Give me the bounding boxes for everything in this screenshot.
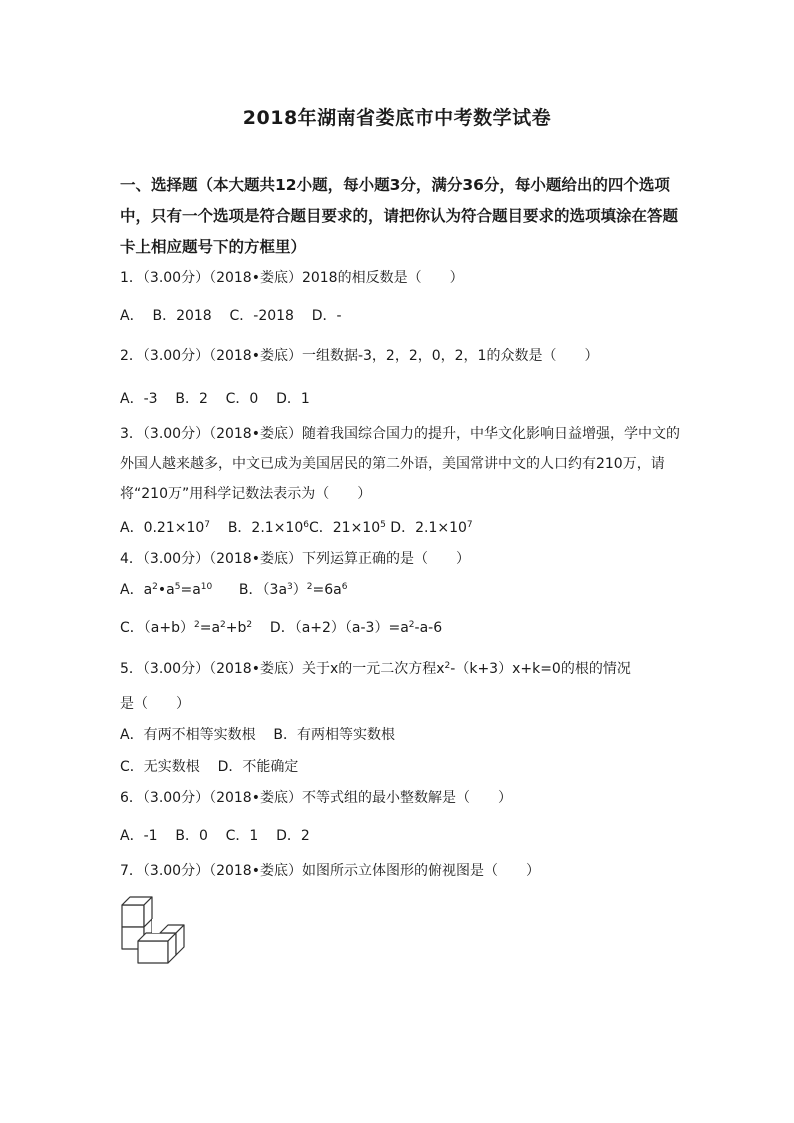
- question-6-options: A．-1 B．0 C．1 D．2: [120, 828, 310, 844]
- question-6-stem: 6．（3.00分）（2018•娄底）不等式组的最小整数解是（ ）: [120, 790, 512, 806]
- page-title: 2018年湖南省娄底市中考数学试卷: [242, 107, 552, 129]
- question-1-options: A． B．2018 C．-2018 D．-: [120, 308, 342, 324]
- question-5-stem: 5．（3.00分）（2018•娄底）关于x的一元二次方程$x^2-(k+3)x+k=0$的根的情况: [120, 661, 631, 677]
- question-5-options-cd: C．无实数根 D．不能确定: [120, 759, 299, 775]
- cube-stack-figure: [118, 893, 188, 967]
- question-3-options: A．$0.21\times 10^7$ B．$2.1\times 10^6C$．$21\times 10^5$ D．$2.1\times 10^7$: [120, 520, 473, 536]
- question-4-options-ab: A．$a^2•a^5=a^{10}$ B．$(3a^3)^2=6a^6$: [120, 582, 348, 598]
- question-2-stem: 2．（3.00分）（2018•娄底）一组数据-3，2，2，0，2，1的众数是（ ）: [120, 348, 599, 364]
- question-5-stem-cont: 是（ ）: [120, 696, 190, 712]
- question-7-stem: 7．（3.00分）（2018•娄底）如图所示立体图形的俯视图是（ ）: [120, 863, 540, 879]
- cube-front-front-face: [138, 941, 168, 963]
- question-3-stem: 3．（3.00分）（2018•娄底）随着我国综合国力的提升，中华文化影响日益增强，学中文的外国人越来越多，中文已成为美国居民的第二外语，美国常讲中文的人口约有210万，请将“210万”用科学记数法表示为（ ）: [120, 426, 680, 502]
- question-4-stem: 4．（3.00分）（2018•娄底）下列运算正确的是（ ）: [120, 551, 470, 567]
- question-2-options: A．-3 B．2 C．0 D．1: [120, 391, 310, 407]
- question-4-options-cd: C．$(a+b)^2=a^2+b^2$ D．$(a+2)(a-3)=a^2-a-6$: [120, 620, 443, 636]
- section-heading: 一、选择题（本大题共12小题，每小题3分，满分36分，每小题给出的四个选项中，只有一个选项是符合题目要求的，请把你认为符合题目要求的选项填涂在答题卡上相应题号下的方框里）: [120, 176, 679, 256]
- cube-top-front-face: [122, 905, 144, 927]
- question-5-options-ab: A．有两不相等实数根 B．有两相等实数根: [120, 727, 395, 743]
- question-1-stem: 1．（3.00分）（2018•娄底）2018的相反数是（ ）: [120, 270, 464, 286]
